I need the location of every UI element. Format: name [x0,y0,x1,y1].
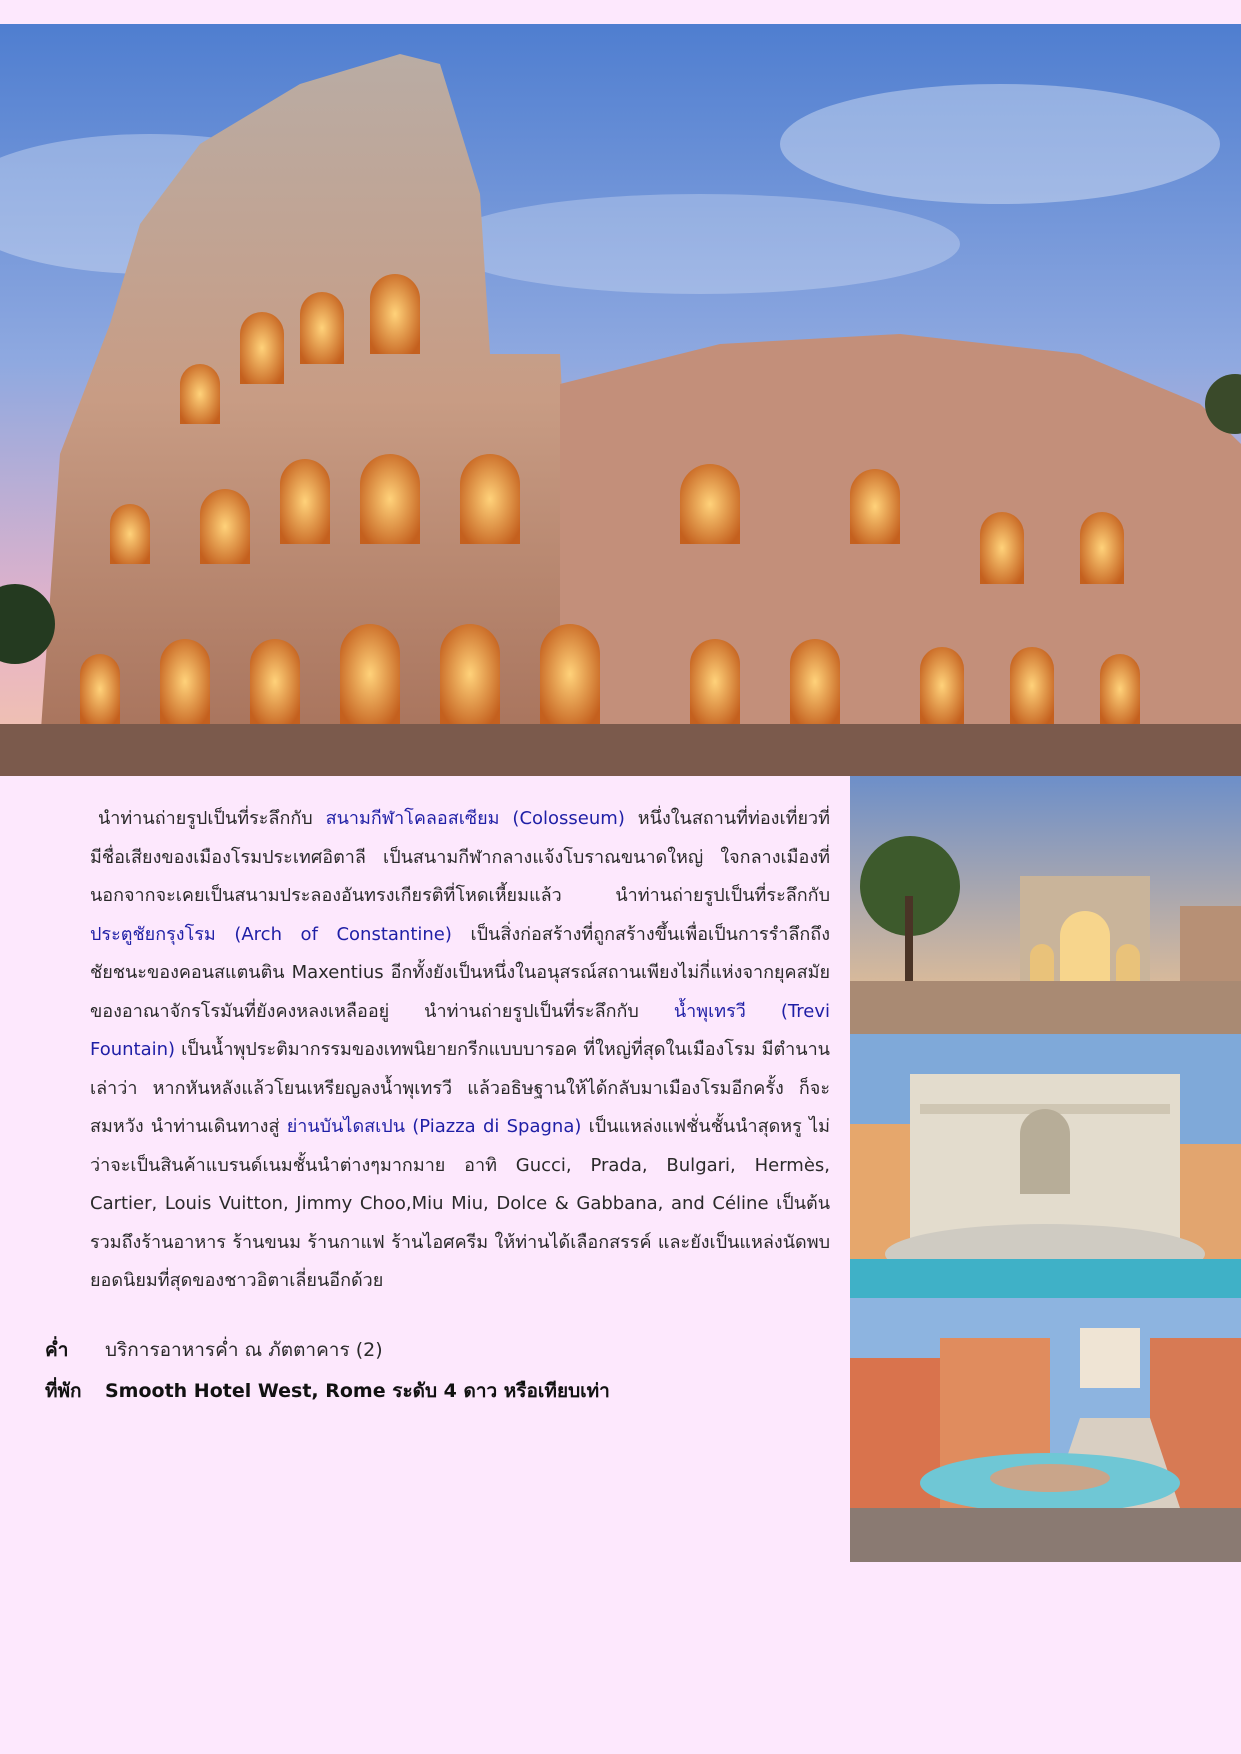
description-segment: เป็นน้ำพุประติมากรรมของเทพนิยายกรีกแบบบารอค ที่ใหญ่ที่สุดในเมืองโรม มีตำนานเล่าว่า หากหันหลังแล้วโยนเหรียญลงน้ำพุเทรวี แล้วอธิษฐานให้ได้กลับมาเมืองโรมอีกครั้ง ก็จะสมหวัง นำท่านเดินทางสู่ [90,1039,830,1137]
description-segment: เป็นสิ่งก่อสร้างที่ถูกสร้างขึ้นเพื่อเป็นการรำลึกถึงชัยชนะของคอนสแตนติน Maxentius อีกทั้งยังเป็นหนึ่งในอนุสรณ์สถานเพียงไม่กี่แห่งจากยุคสมัยของอาณาจักรโรมันที่ยังคงหลงเหลืออยู่ นำท่านถ่ายรูปเป็นที่ระลึกกับ [90,923,830,1022]
dinner-row [45,1335,383,1365]
arch-of-constantine-photo [850,776,1241,1034]
description-segment: หนึ่งในสถานที่ท่องเที่ยวที่มีชื่อเสียงของเมืองโรมประเทศอิตาลี เป็นสนามกีฬากลางแจ้งโบราณขนาดใหญ่ ใจกลางเมืองที่นอกจากจะเคยเป็นสนามประลองอันทรงเกียรติที่โหดเหี้ยมแล้ว นำท่านถ่ายรูปเป็นที่ระลึกกับ [90,808,830,906]
description-paragraph [90,800,830,1301]
description-segment: นำท่านถ่ายรูปเป็นที่ระลึกกับ [98,808,326,829]
piazza-di-spagna-highlight: ย่านบันไดสเปน (Piazza di Spagna) [286,1116,582,1137]
hotel-row [45,1376,610,1406]
hotel-value: Smooth Hotel West, Rome ระดับ 4 ดาว หรือเทียบเท่า [105,1380,610,1402]
steps-photo-icon [850,1298,1241,1562]
spanish-steps-photo [850,1298,1241,1562]
arch-photo-icon [850,776,1241,1034]
dinner-label: ค่ำ [45,1339,69,1361]
description-text [90,800,830,1301]
trevi-fountain-photo [850,1034,1241,1298]
arch-of-constantine-highlight: ประตูชัยกรุงโรม (Arch of Constantine) [90,923,452,945]
colosseum-photo-icon [0,24,1241,776]
colosseum-hero-image [0,24,1241,776]
trevi-fountain-highlight: น้ำพุเทรวี (Trevi Fountain) [90,1000,830,1060]
colosseum-highlight: สนามกีฬาโคลอสเซียม (Colosseum) [325,808,625,829]
hotel-label: ที่พัก [45,1380,82,1402]
description-segment: เป็นแหล่งแฟชั่นชั้นนำสุดหรู ไม่ว่าจะเป็นสินค้าแบรนด์เนมชั้นนำต่างๆมากมาย อาทิ Gucci, Prada, Bulgari, Hermès, Cartier, Louis Vuitton, Jimmy Choo,Miu Miu, Dolce & Gabbana, and Céline เป็นต้น รวมถึงร้านอาหาร ร้านขนม ร้านกาแฟ ร้านไอศครีม ให้ท่านได้เลือกสรรค์ และยังเป็นแหล่งนัดพบยอดนิยมที่สุดของชาวอิตาเลี่ยนอีกด้วย [90,1116,831,1291]
fountain-photo-icon [850,1034,1241,1298]
dinner-value: บริการอาหารค่ำ ณ ภัตตาคาร (2) [105,1339,383,1361]
